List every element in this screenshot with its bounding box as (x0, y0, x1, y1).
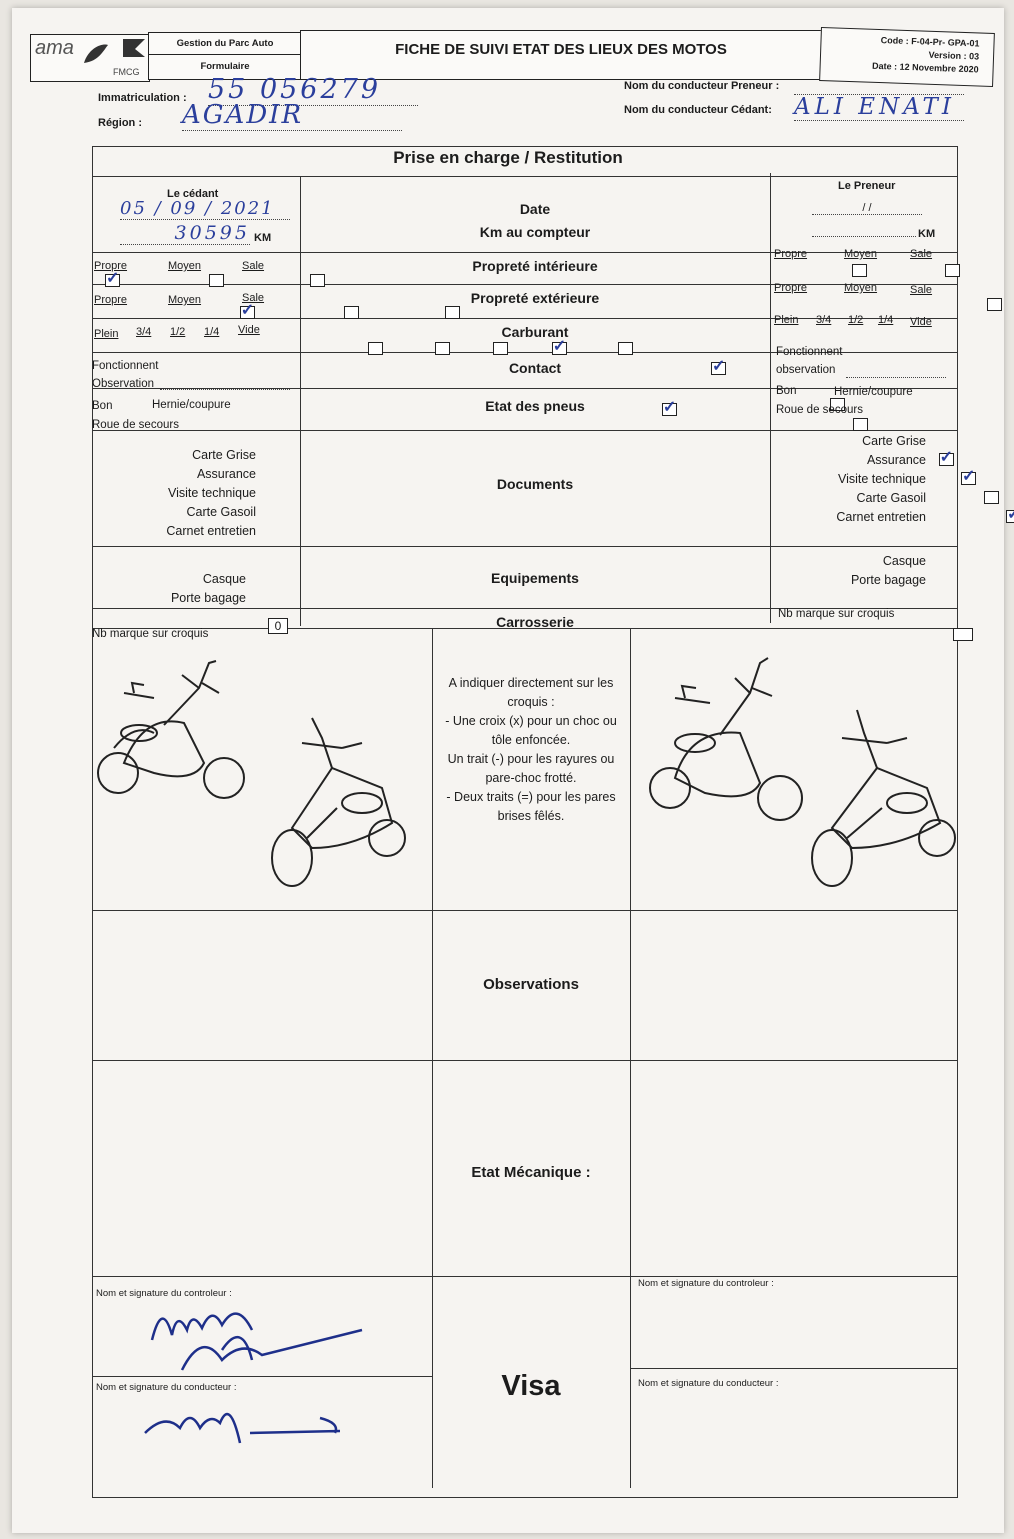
c-observation-field[interactable] (160, 388, 290, 390)
c-hernie: Hernie/coupure (152, 399, 231, 411)
cedant-date[interactable]: 05 / 09 / 2021 (120, 198, 290, 220)
row-contact-label: Contact (508, 360, 562, 376)
c-int-propre: Propre (94, 260, 128, 272)
row-prop-int-label: Propreté intérieure (472, 258, 598, 274)
p-observations-area[interactable] (632, 912, 956, 1058)
logo-mark-icon (121, 37, 147, 59)
preneur-label: Nom du conducteur Preneur : (624, 80, 780, 92)
p-doc-item: Visite technique (837, 472, 926, 486)
header-title-bottom: Formulaire (200, 61, 250, 72)
scooter-sketch-icon[interactable] (262, 708, 422, 888)
p-ext-moyen: Moyen (844, 282, 878, 294)
c-ext-sale-check[interactable] (445, 306, 460, 319)
p-roue: Roue de secours (776, 404, 863, 416)
form-sheet (12, 8, 1004, 1533)
preneur-header: Le Preneur (838, 180, 896, 192)
p-doc-item: Carte Gasoil (856, 491, 926, 505)
p-sig-controleur-label: Nom et signature du controleur : (638, 1278, 774, 1289)
immat-value[interactable]: 55 056279 (208, 74, 418, 106)
p-int-sale: Sale (910, 248, 933, 260)
preneur-km-unit: KM (918, 228, 936, 240)
c-ext-propre-check[interactable] (240, 306, 255, 319)
c-doc-item: Carte Grise (192, 448, 256, 462)
row-pneus-label: Etat des pneus (485, 398, 585, 414)
c-equipements (122, 570, 246, 608)
c-carte-grise-check[interactable] (939, 453, 954, 466)
c-int-moyen-check[interactable] (209, 274, 224, 287)
row-mecanique-label: Etat Mécanique : (471, 1164, 591, 1181)
p-bon: Bon (776, 385, 797, 397)
header-title-top: Gestion du Parc Auto (176, 38, 274, 49)
c-fuel-34-check[interactable] (435, 342, 450, 355)
p-observation: observation (776, 364, 836, 376)
c-observations-area[interactable] (94, 912, 430, 1058)
c-doc-item: Assurance (196, 467, 256, 481)
p-equip-item: Porte bagage (850, 573, 926, 587)
c-sig-conducteur-label: Nom et signature du conducteur : (96, 1382, 237, 1393)
region-label: Région : (98, 117, 142, 129)
c-controleur-signature-icon[interactable] (142, 1290, 372, 1380)
c-documents (122, 446, 256, 541)
p-int-propre: Propre (774, 248, 808, 260)
scooter-sketch-icon[interactable] (640, 638, 810, 828)
cedant-value[interactable]: ALI ENATI (794, 94, 964, 121)
main-title: FICHE DE SUIVI ETAT DES LIEUX DES MOTOS (395, 41, 727, 58)
row-equipements-label: Equipements (491, 570, 579, 586)
p-equipements (802, 552, 926, 590)
row-observations-label: Observations (483, 976, 579, 993)
c-visite-check[interactable] (984, 491, 999, 504)
row-prop-ext-label: Propreté extérieure (470, 290, 600, 306)
p-sig-conducteur-label: Nom et signature du conducteur : (638, 1378, 779, 1389)
c-fuel-vide: Vide (238, 324, 260, 336)
c-fuel-plein: Plein (94, 328, 119, 340)
c-roue-check[interactable] (853, 418, 868, 431)
logo-box (30, 34, 150, 82)
scooter-sketch-icon[interactable] (802, 698, 972, 888)
c-fuel-12-check[interactable] (493, 342, 508, 355)
p-ext-propre: Propre (774, 282, 808, 294)
c-int-propre-check[interactable] (105, 274, 120, 287)
preneur-km[interactable] (812, 234, 916, 237)
p-fuel-34: 3/4 (816, 314, 832, 326)
p-fuel-12: 1/2 (848, 314, 864, 326)
immat-label: Immatriculation : (98, 92, 187, 104)
p-doc-item: Assurance (866, 453, 926, 467)
c-int-sale-check[interactable] (310, 274, 325, 287)
doc-code: Code : F-04-Pr- GPA-01 (880, 35, 980, 49)
c-int-moyen: Moyen (168, 260, 202, 272)
logo-leaf-icon (81, 41, 111, 67)
c-equip-item: Casque (202, 572, 246, 586)
p-fuel-vide: Vide (910, 316, 932, 328)
c-ext-propre: Propre (94, 294, 128, 306)
instr-l2: - Une croix (x) pour un choc ou tôle enfoncée. (445, 714, 617, 747)
c-fonctionnent: Fonctionnent (92, 360, 159, 372)
c-ext-moyen: Moyen (168, 294, 202, 306)
c-fonctionnent-check[interactable] (711, 362, 726, 375)
instr-l1: A indiquer directement sur les croquis : (448, 676, 614, 709)
table-title: Prise en charge / Restitution (393, 148, 623, 167)
p-mecanique-area[interactable] (632, 1062, 956, 1274)
doc-date: Date : 12 Novembre 2020 (871, 60, 979, 75)
c-roue: Roue de secours (92, 419, 179, 431)
c-ext-sale: Sale (242, 292, 265, 304)
c-nb-marque: Nb marque sur croquis (92, 628, 209, 640)
p-hernie: Hernie/coupure (834, 386, 913, 398)
p-nb-marque: Nb marque sur croquis (778, 608, 895, 620)
p-fonctionnent: Fonctionnent (776, 346, 843, 358)
c-carte-gasoil-check[interactable] (1006, 510, 1014, 523)
c-conducteur-signature-icon[interactable] (140, 1393, 370, 1453)
row-date-label: Date (519, 201, 551, 217)
c-ext-moyen-check[interactable] (344, 306, 359, 319)
main-title-box (300, 30, 822, 80)
c-fuel-34: 3/4 (136, 326, 152, 338)
instr-l4: - Deux traits (=) pour les pares brises fêlés. (446, 790, 616, 823)
c-doc-item: Carnet entretien (166, 524, 256, 538)
p-int-propre-check[interactable] (852, 264, 867, 277)
row-km-label: Km au compteur (479, 224, 591, 240)
row-visa-label: Visa (501, 1370, 561, 1402)
instr-l3: Un trait (-) pour les rayures ou pare-choc frotté. (447, 752, 615, 785)
row-documents-label: Documents (496, 476, 574, 492)
p-equip-item: Casque (882, 554, 926, 568)
p-ext-sale: Sale (910, 284, 933, 296)
p-nb-marque-check[interactable] (953, 628, 973, 641)
c-equip-item: Porte bagage (170, 591, 246, 605)
scooter-sketch-icon[interactable] (94, 653, 254, 803)
doc-code-box (819, 27, 995, 87)
region-value[interactable]: AGADIR (182, 100, 402, 131)
c-fuel-14: 1/4 (204, 326, 220, 338)
c-sig-controleur-label: Nom et signature du controleur : (96, 1288, 232, 1299)
p-int-moyen: Moyen (844, 248, 878, 260)
c-bon: Bon (92, 400, 113, 412)
c-fuel-14-check[interactable] (552, 342, 567, 355)
p-ext-propre-check[interactable] (987, 298, 1002, 311)
cedant-km[interactable]: 30595 (120, 222, 250, 245)
preneur-date[interactable]: / / (812, 202, 922, 215)
logo-sub: FMCG (113, 67, 140, 77)
doc-version: Version : 03 (928, 49, 980, 62)
cedant-km-unit: KM (254, 232, 272, 244)
p-documents (802, 432, 926, 527)
sketch-instructions (436, 674, 626, 826)
c-bon-check[interactable] (662, 403, 677, 416)
c-mecanique-area[interactable] (94, 1062, 430, 1274)
c-int-sale: Sale (242, 260, 265, 272)
c-doc-item: Visite technique (167, 486, 256, 500)
p-observation-field[interactable] (846, 376, 946, 378)
row-carrosserie-label: Carrosserie (496, 614, 574, 630)
cedant-header: Le cédant (167, 188, 219, 200)
p-int-moyen-check[interactable] (945, 264, 960, 277)
c-fuel-vide-check[interactable] (618, 342, 633, 355)
c-nb-marque-value[interactable]: 0 (268, 618, 288, 634)
c-doc-item: Carte Gasoil (186, 505, 256, 519)
row-carburant-label: Carburant (501, 324, 569, 340)
p-doc-item: Carte Grise (862, 434, 926, 448)
title-top-box (148, 32, 302, 56)
p-doc-item: Carnet entretien (836, 510, 926, 524)
c-observation: Observation (92, 378, 155, 390)
logo-text: ama (35, 37, 74, 59)
c-fuel-plein-check[interactable] (368, 342, 383, 355)
p-fuel-plein: Plein (774, 314, 799, 326)
cedant-label: Nom du conducteur Cédant: (624, 104, 772, 116)
c-fuel-12: 1/2 (170, 326, 186, 338)
p-fuel-14: 1/4 (878, 314, 894, 326)
c-assurance-check[interactable] (961, 472, 976, 485)
